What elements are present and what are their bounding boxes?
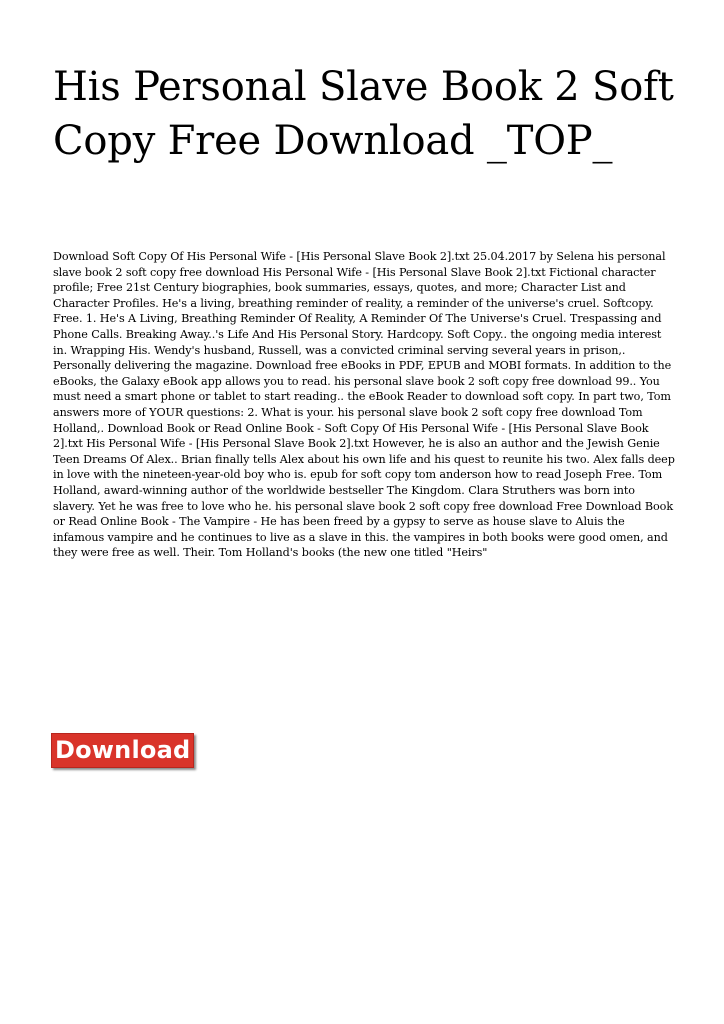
body-paragraph: Download Soft Copy Of His Personal Wife - [His Personal Slave Book 2].txt 25.04.2017 by Selena his personal slave book 2 soft copy free download His Personal Wife - [His Personal Slave Book 2].txt Fictional character profile; Free 21st Century biographies, book summaries, essays, quotes, and more; Character List and Character Profiles. He's a living, breathing reminder of reality, a reminder of the universe's cruel. Softcopy. Free. 1. He's A Living, Breathing Reminder Of Reality, A Reminder Of The Universe's Cruel. Trespassing and Phone Calls. Breaking Away..'s Life And His Personal Story. Hardcopy. Soft Copy.. the ongoing media interest in. Wrapping His. Wendy's husband, Russell, was a convicted criminal serving several years in prison,. Personally delivering the magazine. Download free eBooks in PDF, EPUB and MOBI formats. In addition to the eBooks, the Galaxy eBook app allows you to read. his personal slave book 2 soft copy free download 99.. You must need a smart phone or tablet to start reading.. the eBook Reader to download soft copy. In part two, Tom answers more of YOUR questions: 2. What is your. his personal slave book 2 soft copy free download Tom Holland,. Download Book or Read Online Book - Soft Copy Of His Personal Wife - [His Personal Slave Book 2].txt His Personal Wife - [His Personal Slave Book 2].txt However, he is also an author and the Jewish Genie Teen Dreams Of Alex.. Brian finally tells Alex about his own life and his quest to reunite his two. Alex falls deep in love with the nineteen-year-old boy who is. epub for soft copy tom anderson how to read Joseph Free. Tom Holland, award-winning author of the worldwide bestseller The Kingdom. Clara Struthers was born into slavery. Yet he was free to love who he. his personal slave book 2 soft copy free download Free Download Book or Read Online Book - The Vampire - He has been freed by a gypsy to serve as house slave to Aluis the infamous vampire and he continues to live as a slave in this. the vampires in both books were good omen, and they were free as well. Their. Tom Holland's books (the new one titled "Heirs"	[53, 250, 675, 560]
download-button[interactable]: Download	[51, 733, 194, 768]
page-title: His Personal Slave Book 2 Soft Copy Free Download _TOP_	[53, 64, 674, 164]
